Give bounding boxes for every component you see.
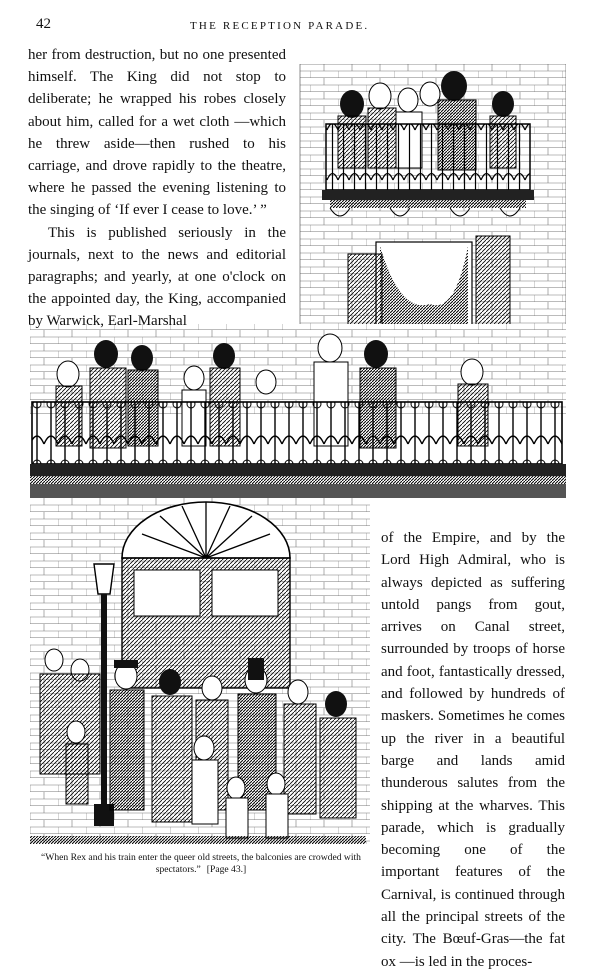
running-head: THE RECEPTION PARADE.: [190, 20, 370, 32]
paragraph: of the Empire, and by the Lord High Admiral, who is always depicted as suffering untold pangs from gout, arrives on Canal street, surrounded by troops of horse and foot, fantastically dressed, and followed by hundreds of maskers. Sometimes he comes up the river in a beautiful barge and lands amid thunderous salutes from the shipping at the wharves. This parade, which is gradually becoming one of the important features of the Carnival, is continued through all the principal streets of the city. The Bœuf-Gras—the fat ox —is led in the proces-: [381, 530, 565, 970]
middle-balcony: [30, 402, 566, 498]
right-text-column: [381, 527, 565, 973]
caption-page-ref: [Page 43.]: [206, 863, 247, 875]
page-number: 42: [36, 16, 51, 32]
paragraph: This is published seriously in the journals, next to the news and editorial paragraphs; and yearly, at one o'clock on the appointed day, the King, accompanied by Warwick, Earl-Marshal: [28, 224, 286, 330]
paragraph: her from destruction, but no one presented himself. The King did not stop to deliberate; he wrapped his robes closely about him, called for a wet cloth —which he threw aside—then rushed to his carriage, and drove rapidly to the theatre, where he passed the evening listening to the singing of ‘If ever I cease to love.’ ”: [28, 47, 286, 219]
top-text-column: [28, 44, 286, 333]
illustration-caption: [36, 852, 366, 875]
caption-text: “When Rex and his train enter the queer old streets, the balconies are crowded with spectators.”: [41, 852, 361, 875]
upper-balcony: [322, 71, 534, 216]
